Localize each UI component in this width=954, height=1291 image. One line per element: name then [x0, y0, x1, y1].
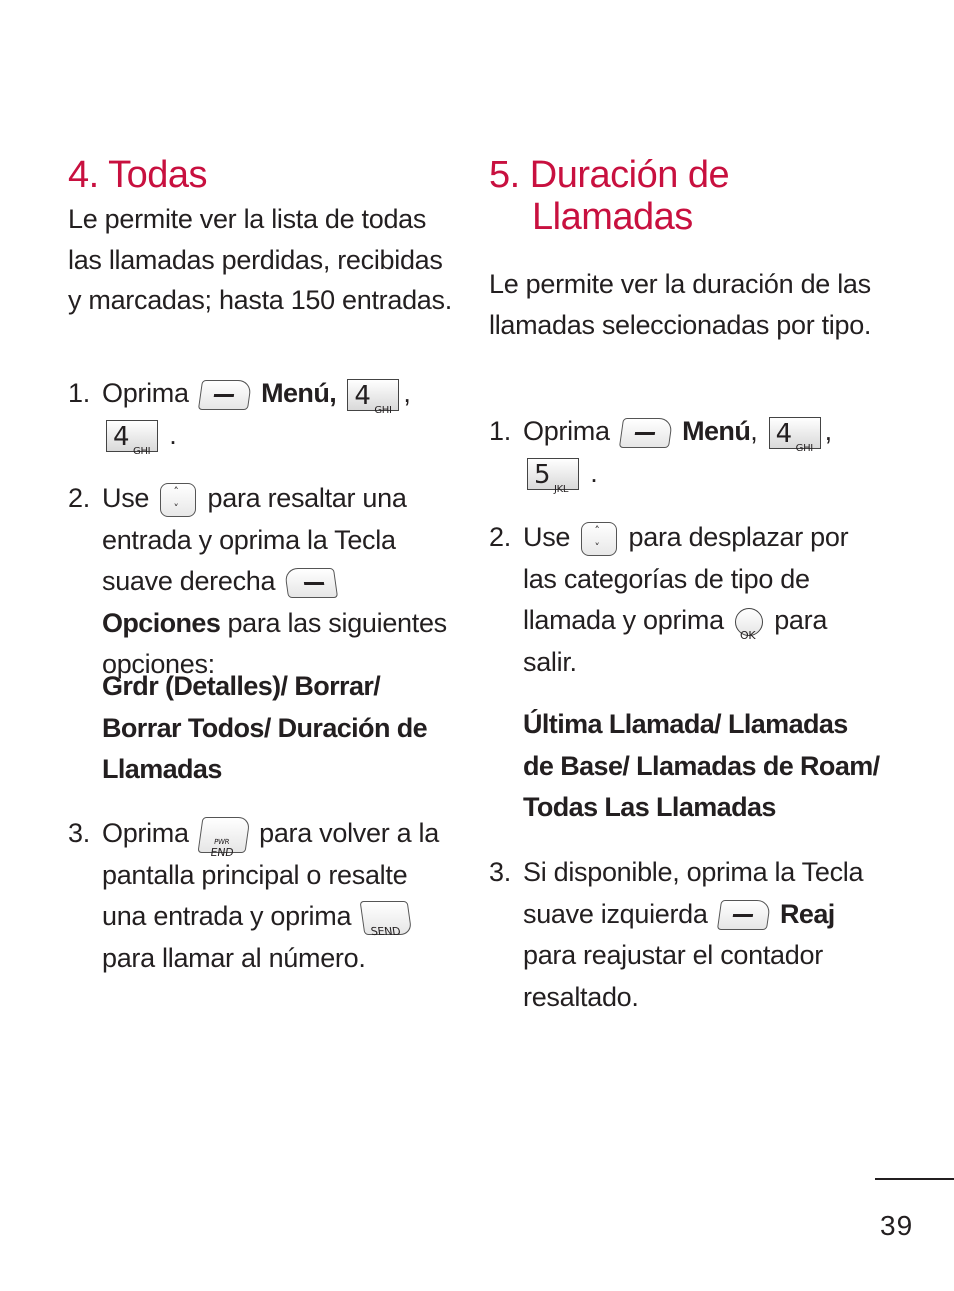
send-key-icon: SEND — [360, 901, 413, 935]
right-soft-key-icon — [284, 568, 338, 598]
footer-rule — [875, 1178, 954, 1180]
options-list: Última Llamada/ Llamadas de Base/ Llamadas de Roam/ Todas Las Llamadas — [523, 709, 880, 822]
step-1: 1. Oprima Menú, 4 GHI , 5 JKL . — [489, 416, 832, 496]
left-soft-key-icon — [619, 418, 673, 448]
key-4-icon: 4 GHI — [769, 417, 821, 449]
ok-key-icon: OK — [735, 608, 763, 636]
key-4-icon: 4 GHI — [106, 420, 158, 452]
section-description: Le permite ver la lista de todas las llamadas perdidas, recibidas y marcadas; hasta 150 entradas. — [68, 204, 452, 316]
step-3: 3. Si disponible, oprima la Tecla suave izquierda Reaj para reajustar el contador resaltado. — [489, 857, 864, 1012]
end-key-icon: PWR END — [197, 817, 250, 853]
left-soft-key-icon — [198, 380, 252, 410]
key-5-icon: 5 JKL — [527, 458, 579, 490]
page-number: 39 — [880, 1210, 914, 1241]
options-list: Grdr (Detalles)/ Borrar/ Borrar Todos/ Duración de Llamadas — [102, 671, 428, 784]
navigation-key-icon: ˄ ˅ — [160, 483, 196, 517]
section-title-duracion: 5. Duración de Llamadas — [489, 154, 730, 238]
key-4-icon: 4 GHI — [347, 379, 399, 411]
section-description: Le permite ver la duración de las llamadas seleccionadas por tipo. — [489, 269, 872, 340]
step-2: 2. Use ˄ ˅ para desplazar por las categorías de tipo de llamada y oprima OK para salir. — [489, 522, 849, 677]
section-title-todas: 4. Todas — [68, 154, 207, 196]
navigation-key-icon: ˄ ˅ — [581, 522, 617, 556]
step-2: 2. Use ˄ ˅ para resaltar una entrada y oprima la Tecla suave derecha Opciones para las siguientes opciones: — [68, 483, 447, 679]
step-3: 3. Oprima PWR END para volver a la pantalla principal o resalte una entrada y oprima SEND para llamar al número. — [68, 818, 439, 973]
left-soft-key-icon — [717, 900, 771, 930]
step-1: 1. Oprima Menú, 4 GHI , 4 GHI . — [68, 378, 411, 458]
